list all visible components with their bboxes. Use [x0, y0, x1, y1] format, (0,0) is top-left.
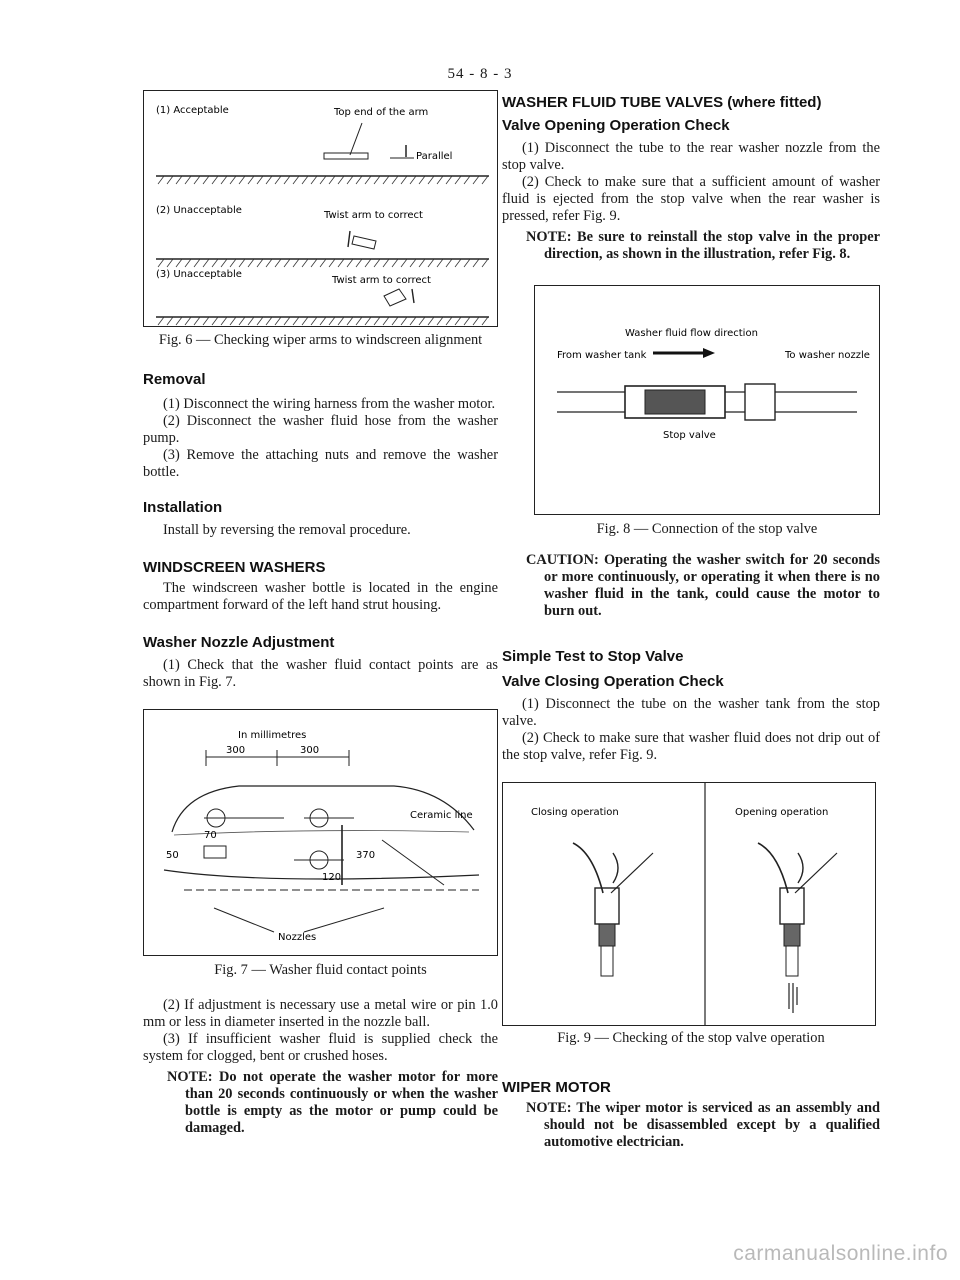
glass-hatch-mark: [221, 317, 227, 325]
fig9-closing-drawing: [573, 843, 653, 976]
fig7-dim-left: 300: [226, 745, 246, 756]
removal-step-3: (3) Remove the attaching nuts and remove the washer bottle.: [143, 447, 498, 480]
fig7-dim-370: 370: [356, 850, 376, 861]
fig6-diagram: [143, 90, 498, 327]
glass-hatch-mark: [482, 317, 488, 325]
glass-hatch-mark: [311, 317, 317, 325]
glass-hatch-mark: [482, 176, 488, 184]
fig6-top-end-label: Top end of the arm: [334, 107, 429, 118]
glass-hatch-mark: [266, 176, 272, 184]
glass-hatch-mark: [266, 317, 272, 325]
glass-hatch-mark: [248, 317, 254, 325]
glass-hatch-mark: [293, 176, 299, 184]
glass-hatch-mark: [419, 317, 425, 325]
nozzle-adjustment-heading: Washer Nozzle Adjustment: [143, 634, 335, 651]
glass-hatch-mark: [464, 317, 470, 325]
fig6-arm-acceptable: [324, 153, 368, 159]
glass-hatch-mark: [275, 317, 281, 325]
fig8-flow-label: Washer fluid flow direction: [625, 328, 758, 339]
fig6-arm-twisted-1: [352, 236, 376, 249]
glass-hatch-mark: [176, 176, 182, 184]
fig7-dim-right: 300: [300, 745, 320, 756]
glass-hatch-mark: [410, 317, 416, 325]
glass-hatch-mark: [185, 176, 191, 184]
valves-step-1: (1) Disconnect the tube to the rear washer nozzle from the stop valve.: [502, 140, 880, 173]
fig8-diagram: [534, 285, 880, 515]
fig6-illustration: [144, 91, 499, 326]
glass-hatch-mark: [176, 317, 182, 325]
glass-hatch-mark: [257, 176, 263, 184]
fig6-label-unacceptable-3: (3) Unacceptable: [156, 269, 242, 280]
fig7-dim-120: 120: [322, 872, 342, 883]
glass-hatch-mark: [194, 317, 200, 325]
glass-hatch-mark: [455, 317, 461, 325]
fig7-caption: Fig. 7 — Washer fluid contact points: [214, 962, 427, 978]
glass-hatch-mark: [293, 259, 299, 267]
glass-hatch-mark: [158, 259, 164, 267]
glass-hatch-mark: [374, 176, 380, 184]
fig7-diagram: [143, 709, 498, 956]
glass-hatch-mark: [167, 259, 173, 267]
fig7-ceramic-line-label: Ceramic line: [410, 810, 473, 821]
watermark: carmanualsonline.info: [733, 1242, 948, 1265]
glass-hatch-mark: [203, 176, 209, 184]
wiper-motor-heading: WIPER MOTOR: [502, 1079, 611, 1096]
fig6-label-acceptable: (1) Acceptable: [156, 105, 229, 116]
glass-hatch-mark: [392, 259, 398, 267]
glass-hatch-mark: [320, 317, 326, 325]
glass-hatch-mark: [464, 259, 470, 267]
glass-hatch-mark: [329, 259, 335, 267]
glass-hatch-mark: [248, 259, 254, 267]
glass-hatch-mark: [284, 176, 290, 184]
fig9-illustration: [503, 783, 875, 1025]
glass-hatch-mark: [428, 317, 434, 325]
glass-hatch-mark: [473, 259, 479, 267]
nozzle-note: NOTE: Do not operate the washer motor for more than 20 seconds continuously or when the washer bottle is empty as the motor or pump could be damaged.: [167, 1069, 498, 1136]
glass-hatch-mark: [428, 259, 434, 267]
glass-hatch-mark: [428, 176, 434, 184]
fig9-diagram: [502, 782, 876, 1026]
glass-hatch-mark: [203, 317, 209, 325]
glass-hatch-mark: [338, 176, 344, 184]
glass-hatch-mark: [257, 317, 263, 325]
fig8-illustration: [535, 286, 879, 514]
nozzle-step-3: (3) If insufficient washer fluid is supplied check the system for clogged, bent or crushed hoses.: [143, 1031, 498, 1064]
glass-hatch-mark: [203, 259, 209, 267]
glass-hatch-mark: [311, 176, 317, 184]
fig7-dim-70: 70: [204, 830, 217, 841]
glass-hatch-mark: [473, 176, 479, 184]
glass-hatch-mark: [446, 317, 452, 325]
glass-hatch-mark: [302, 317, 308, 325]
glass-hatch-mark: [239, 259, 245, 267]
glass-hatch-mark: [275, 176, 281, 184]
nozzle-step-2: (2) If adjustment is necessary use a metal wire or pin 1.0 mm or less in diameter inserted in the nozzle ball.: [143, 997, 498, 1030]
glass-hatch-mark: [374, 317, 380, 325]
glass-hatch-mark: [437, 176, 443, 184]
glass-hatch-mark: [194, 176, 200, 184]
glass-hatch-mark: [401, 176, 407, 184]
fig8-from-label: From washer tank: [557, 350, 647, 361]
glass-hatch-mark: [266, 259, 272, 267]
glass-hatch-mark: [194, 259, 200, 267]
glass-hatch-mark: [158, 317, 164, 325]
glass-hatch-mark: [482, 259, 488, 267]
fig8-stop-valve-label: Stop valve: [663, 430, 716, 441]
glass-hatch-mark: [302, 176, 308, 184]
glass-hatch-mark: [446, 259, 452, 267]
glass-hatch-mark: [230, 259, 236, 267]
glass-hatch-mark: [212, 317, 218, 325]
glass-hatch-mark: [338, 259, 344, 267]
simple-test-step-1: (1) Disconnect the tube on the washer tank from the stop valve.: [502, 696, 880, 729]
glass-hatch-mark: [320, 259, 326, 267]
valves-note: NOTE: Be sure to reinstall the stop valve in the proper direction, as shown in the illustration, refer Fig. 8.: [526, 229, 880, 262]
glass-hatch-mark: [392, 317, 398, 325]
glass-hatch-mark: [230, 317, 236, 325]
glass-hatch-mark: [293, 317, 299, 325]
fig6-arm-pointer: [350, 123, 362, 155]
glass-hatch-mark: [221, 259, 227, 267]
fig7-nozzles-label: Nozzles: [278, 932, 317, 943]
page-number: 54 - 8 - 3: [447, 66, 513, 82]
glass-hatch-mark: [365, 176, 371, 184]
glass-hatch-mark: [392, 176, 398, 184]
glass-hatch-mark: [383, 176, 389, 184]
glass-hatch-mark: [275, 259, 281, 267]
glass-hatch-mark: [347, 259, 353, 267]
installation-heading: Installation: [143, 499, 223, 516]
glass-hatch-mark: [185, 317, 191, 325]
glass-hatch-mark: [374, 259, 380, 267]
glass-hatch-mark: [356, 259, 362, 267]
glass-hatch-mark: [419, 259, 425, 267]
glass-hatch-mark: [158, 176, 164, 184]
glass-hatch-mark: [185, 259, 191, 267]
removal-step-1: (1) Disconnect the wiring harness from the washer motor.: [163, 396, 496, 412]
glass-hatch-mark: [383, 317, 389, 325]
glass-hatch-mark: [356, 176, 362, 184]
wiper-motor-note: NOTE: The wiper motor is serviced as an assembly and should not be disassembled except by a qualified automotive electrician.: [526, 1100, 880, 1150]
fig8-stop-valve-drawing: [557, 384, 857, 420]
fig7-illustration: [144, 710, 499, 955]
glass-hatch-mark: [455, 176, 461, 184]
glass-hatch-mark: [365, 259, 371, 267]
fig9-caption: Fig. 9 — Checking of the stop valve operation: [557, 1030, 825, 1046]
glass-hatch-mark: [239, 176, 245, 184]
glass-hatch-mark: [383, 259, 389, 267]
fig6-twist-label-1: Twist arm to correct: [324, 210, 423, 221]
simple-test-heading: Simple Test to Stop Valve: [502, 648, 684, 665]
glass-hatch-mark: [437, 259, 443, 267]
caution-text: CAUTION: Operating the washer switch for 20 seconds or more continuously, or operating it when there is no washer fluid in the tank, could cause the motor to burn out.: [526, 552, 880, 619]
glass-hatch-mark: [230, 176, 236, 184]
glass-hatch-mark: [311, 259, 317, 267]
fig9-opening-drawing: [758, 843, 837, 1013]
fig6-parallel-label: Parallel: [416, 151, 453, 162]
glass-hatch-mark: [410, 176, 416, 184]
valves-heading: WASHER FLUID TUBE VALVES (where fitted): [502, 94, 822, 111]
fig6-twist-label-2: Twist arm to correct: [332, 275, 431, 286]
removal-heading: Removal: [143, 371, 206, 388]
fig8-to-label: To washer nozzle: [785, 350, 870, 361]
glass-hatch-mark: [176, 259, 182, 267]
glass-hatch-mark: [401, 259, 407, 267]
fig6-caption: Fig. 6 — Checking wiper arms to windscreen alignment: [158, 332, 483, 348]
removal-step-2: (2) Disconnect the washer fluid hose from the washer pump.: [143, 413, 498, 446]
glass-hatch-mark: [284, 317, 290, 325]
glass-hatch-mark: [284, 259, 290, 267]
right-column: [502, 90, 880, 1151]
glass-hatch-mark: [320, 176, 326, 184]
glass-hatch-mark: [419, 176, 425, 184]
glass-hatch-mark: [401, 317, 407, 325]
fig7-units-label: In millimetres: [238, 730, 307, 741]
glass-hatch-mark: [473, 317, 479, 325]
fig7-nozzle-left: [204, 846, 226, 858]
fig8-caption: Fig. 8 — Connection of the stop valve: [596, 521, 818, 537]
glass-hatch-mark: [248, 176, 254, 184]
left-column: [143, 90, 498, 1137]
simple-test-subheading: Valve Closing Operation Check: [502, 673, 724, 690]
simple-test-step-2: (2) Check to make sure that washer fluid does not drip out of the stop valve, refer Fig. 9.: [502, 730, 880, 763]
glass-hatch-mark: [446, 176, 452, 184]
fig9-opening-label: Opening operation: [735, 807, 829, 818]
glass-hatch-mark: [464, 176, 470, 184]
valves-subheading: Valve Opening Operation Check: [502, 117, 730, 134]
glass-hatch-mark: [212, 176, 218, 184]
windscreen-washers-heading: WINDSCREEN WASHERS: [143, 559, 326, 576]
glass-hatch-mark: [347, 317, 353, 325]
glass-hatch-mark: [347, 176, 353, 184]
valves-step-2: (2) Check to make sure that a sufficient amount of washer fluid is ejected from the stop valve when the rear washer is pressed, refer Fig. 9.: [502, 174, 880, 224]
glass-hatch-mark: [365, 317, 371, 325]
installation-text: Install by reversing the removal procedure.: [163, 522, 411, 538]
glass-hatch-mark: [257, 259, 263, 267]
windscreen-washers-text: The windscreen washer bottle is located in the engine compartment forward of the left hand strut housing.: [143, 580, 498, 613]
glass-hatch-mark: [410, 259, 416, 267]
glass-hatch-mark: [212, 259, 218, 267]
glass-hatch-mark: [338, 317, 344, 325]
glass-hatch-mark: [302, 259, 308, 267]
fig6-arm-twisted-2: [384, 289, 406, 306]
glass-hatch-mark: [356, 317, 362, 325]
fig7-dim-50: 50: [166, 850, 179, 861]
glass-hatch-mark: [437, 317, 443, 325]
glass-hatch-mark: [239, 317, 245, 325]
glass-hatch-mark: [167, 176, 173, 184]
fig6-label-unacceptable-2: (2) Unacceptable: [156, 205, 242, 216]
glass-hatch-mark: [221, 176, 227, 184]
glass-hatch-mark: [329, 176, 335, 184]
glass-hatch-mark: [167, 317, 173, 325]
glass-hatch-mark: [455, 259, 461, 267]
fig9-closing-label: Closing operation: [531, 807, 619, 818]
nozzle-step-1: (1) Check that the washer fluid contact points are as shown in Fig. 7.: [143, 657, 498, 690]
glass-hatch-mark: [329, 317, 335, 325]
